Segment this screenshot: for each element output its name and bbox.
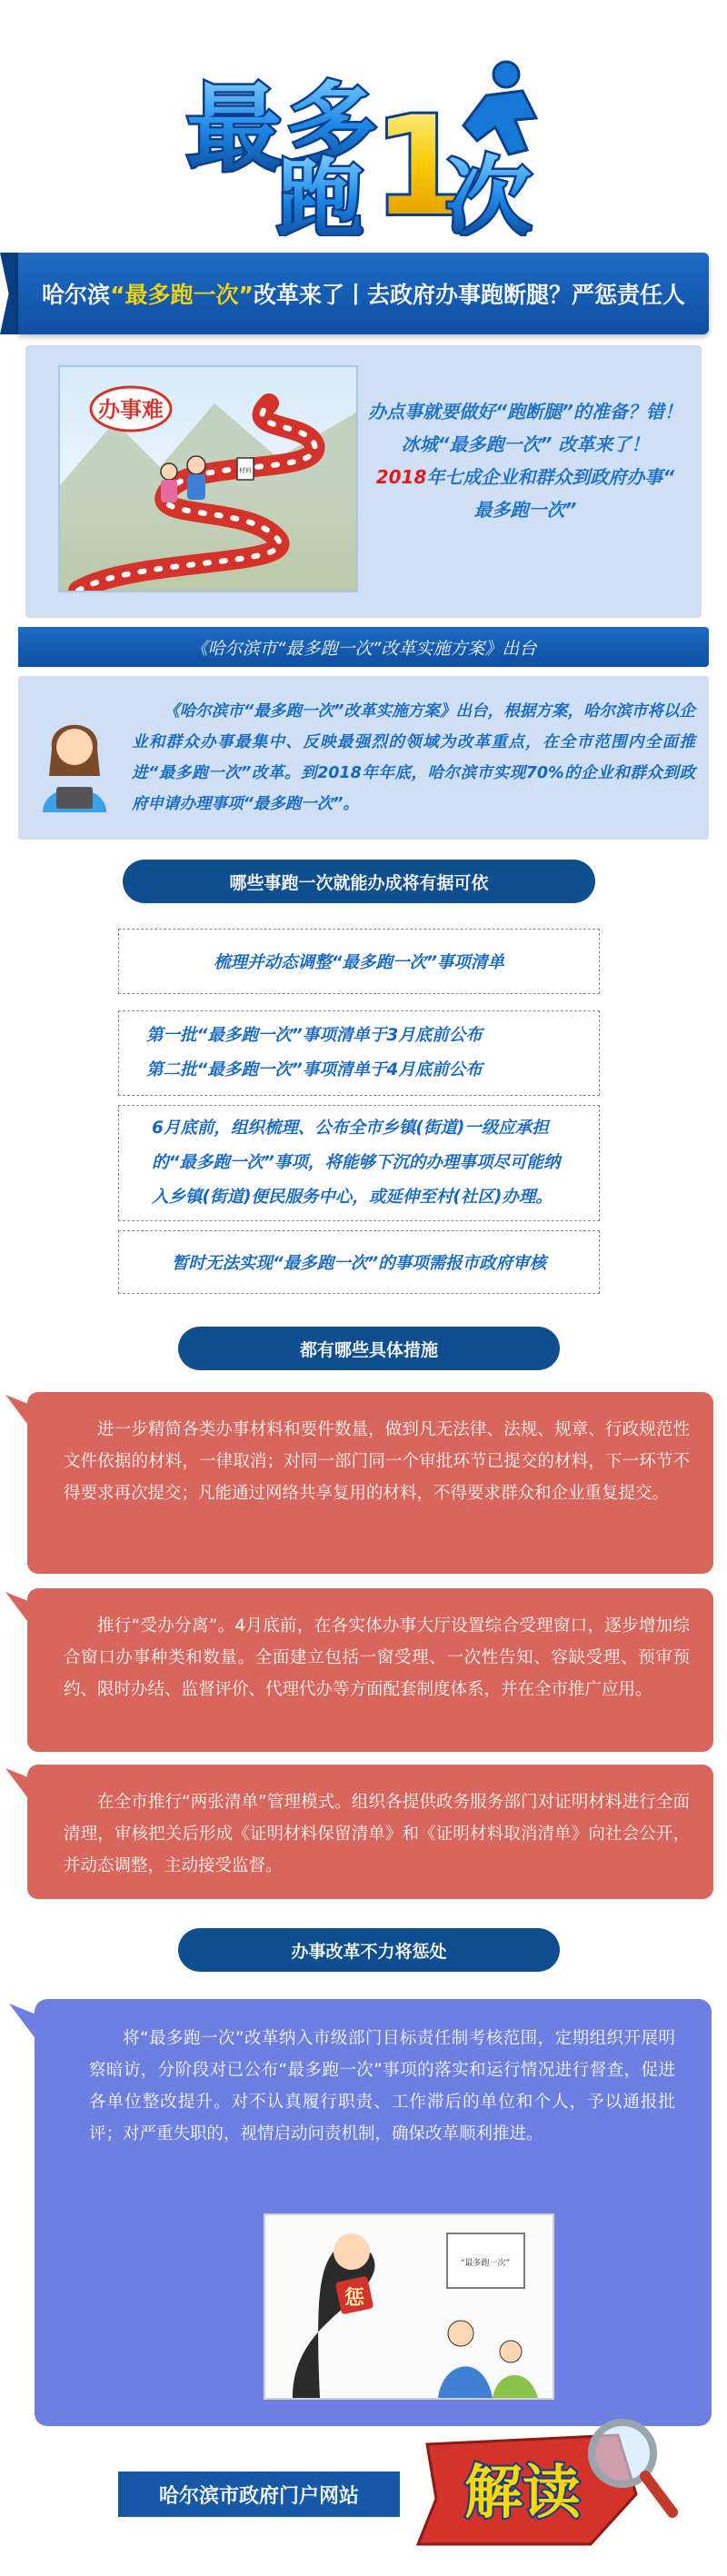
article-title-banner bbox=[18, 253, 709, 334]
interpretation-badge bbox=[409, 2408, 682, 2562]
measure-bubble-1: 进一步精简各类办事材料和要件数量，做到凡无法律、法规、规章、行政规范性文件依据的材料，一律取消；对同一部门同一个审批环节已提交的材料，下一环节不得要求再次提交；凡能通过网络共享复用的材料，不得要求群众和企业重复提交。 bbox=[27, 1392, 713, 1574]
checklist-box-1: 梳理并动态调整“最多跑一次”事项清单 bbox=[118, 929, 600, 994]
banner-prefix: 哈尔滨 bbox=[42, 282, 111, 308]
intro-line-2: 冰城“最多跑一次” 改革来了！ bbox=[401, 433, 650, 455]
intro-illustration bbox=[58, 365, 358, 592]
checklist-box-3: 6月底前，组织梳理、公布全市乡镇(街道)一级应承担的“最多跑一次”事项，将能够下沉的办理事项尽可能纳入乡镇(街道)便民服务中心，或延伸至村(社区)办理。 bbox=[118, 1105, 600, 1221]
hero-char-3: 跑 bbox=[277, 150, 364, 236]
hero-char-2: 多 bbox=[286, 72, 377, 178]
plan-banner: 《哈尔滨市“最多跑一次”改革实施方案》出台 bbox=[18, 627, 709, 667]
hero-title-svg bbox=[177, 55, 559, 236]
interpretation-text: 解读 bbox=[464, 2460, 581, 2527]
measure-bubble-2: 推行“受办分离”。4月底前，在各实体办事大厅设置综合受理窗口，逐步增加综合窗口办事种类和数量。全面建立包括一窗受理、一次性告知、容缺受理、预审预约、限时办结、监督评价、代理代办等方面配套制度体系，并在全市推广应用。 bbox=[27, 1588, 713, 1752]
site-name-label: 哈尔滨市政府门户网站 bbox=[118, 2472, 400, 2517]
intro-text bbox=[366, 395, 684, 526]
checklist-box-4: 暂时无法实现“最多跑一次”的事项需报市政府审核 bbox=[118, 1230, 600, 1294]
banner-suffix: 改革来了丨去政府办事跑断腿？严惩责任人 bbox=[253, 282, 685, 308]
checklist-box-2-line-1: 第一批“最多跑一次”事项清单于3月底前公布 bbox=[146, 1026, 483, 1045]
section-2-pill: 都有哪些具体措施 bbox=[178, 1327, 560, 1370]
plan-text: 《哈尔滨市“最多跑一次”改革实施方案》出台，根据方案，哈尔滨市将以企业和群众办事最集中、反映最强烈的领域为改革重点，在全市范围内全面推进“最多跑一次”改革。到2018年年底，哈尔滨市实现70%的企业和群众到政府申请办理事项“最多跑一次”。 bbox=[132, 702, 695, 813]
penalty-badge-text: 惩 bbox=[344, 2287, 365, 2310]
woman-avatar-icon bbox=[29, 712, 120, 812]
intro-year: 2018 bbox=[375, 466, 427, 488]
bubble-4-tail bbox=[9, 2004, 36, 2040]
document-text: 材料 bbox=[239, 467, 252, 474]
hero-char-5: 次 bbox=[445, 148, 533, 236]
intro-line-1: 办点事就要做好“跑断腿”的准备？错！ bbox=[368, 401, 682, 423]
penalty-text: 将“最多跑一次”改革纳入市级部门目标责任制考核范围，定期组织开展明察暗访，分阶段对已公布“最多跑一次”事项的落实和运行情况进行督查，促进各单位整改提升。对不认真履行职责、工作滞后的单位和个人，予以通报批评；对严重失职的，视情启动问责机制，确保改革顺利推进。 bbox=[89, 2029, 675, 2143]
hero-title-graphic bbox=[177, 55, 559, 236]
hero-char-4: 1 bbox=[373, 88, 468, 236]
measure-bubble-3: 在全市推行“两张清单”管理模式。组织各提供政务服务部门对证明材料进行全面清理，审核把关后形成《证明材料保留清单》和《证明材料取消清单》向社会公开，并动态调整，主动接受监督。 bbox=[27, 1765, 713, 1899]
checklist-box-2 bbox=[118, 1010, 600, 1096]
intro-panel bbox=[25, 345, 702, 618]
winding-road-illustration bbox=[60, 367, 356, 591]
checklist-box-2-line-2: 第二批“最多跑一次”事项清单于4月底前公布 bbox=[146, 1060, 483, 1079]
banner-highlight: “最多跑一次” bbox=[110, 282, 254, 308]
intro-line-4: 最多跑一次” bbox=[473, 499, 577, 521]
penalty-cartoon bbox=[264, 2213, 554, 2400]
intro-line-3-rest: 年七成企业和群众到政府办事“ bbox=[426, 466, 675, 488]
intro-line-3 bbox=[366, 461, 684, 493]
plan-panel bbox=[18, 676, 709, 840]
runner-icon bbox=[463, 62, 536, 154]
sign-text: 办事难 bbox=[98, 397, 164, 423]
notice-paper-text: “最多跑一次” bbox=[460, 2259, 511, 2268]
hero-char-1: 最 bbox=[186, 74, 283, 184]
section-3-pill: 办事改革不力将惩处 bbox=[178, 1928, 560, 1972]
section-1-pill: 哪些事跑一次就能办成将有据可依 bbox=[123, 860, 595, 903]
